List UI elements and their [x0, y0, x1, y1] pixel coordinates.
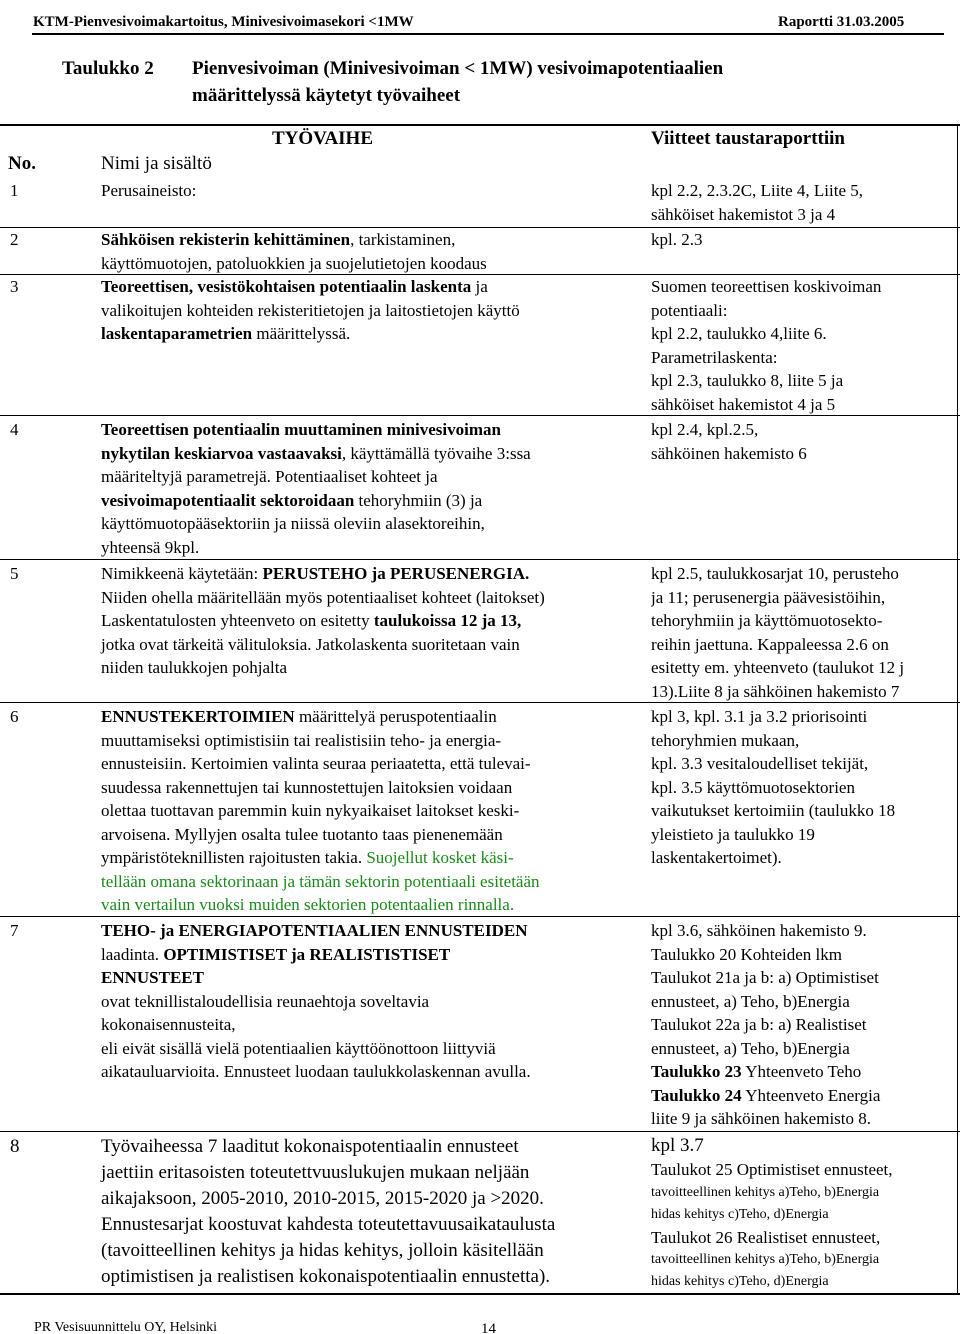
row-rule — [0, 559, 960, 560]
caption-line1: Pienvesivoiman (Minivesivoiman < 1MW) vesivoimapotentiaalien — [192, 58, 724, 79]
row-number: 2 — [10, 230, 19, 249]
row-number: 7 — [10, 921, 19, 940]
page-number: 14 — [481, 1321, 496, 1334]
row-refs: kpl. 2.3 — [651, 230, 703, 249]
row-refs: Suomen teoreettisen koskivoiman potentiaali: kpl 2.2, taulukko 4,liite 6. Parametrilaskenta: kpl 2.3, taulukko 8, liite 5 ja sähköiset hakemistot 4 ja 5 — [651, 277, 882, 414]
header-left: KTM-Pienvesivoimakartoitus, Minivesivoimasekori <1MW — [33, 14, 414, 30]
row-number: 6 — [10, 707, 19, 726]
row-refs: kpl 3.6, sähköinen hakemisto 9. Taulukko 20 Kohteiden lkm Taulukot 21a ja b: a) Optimistiset ennusteet, a) Teho, b)Energia Taulukot 22a ja b: a) Realistiset ennusteet, a) Teho, b)Energia Taulukko 23 Yhteenveto Teho Taulukko 24 Yhteenveto Energia liite 9 ja sähköinen hakemisto 8. — [651, 921, 881, 1128]
row-refs: kpl 3, kpl. 3.1 ja 3.2 priorisointi tehoryhmien mukaan, kpl. 3.3 vesitaloudelliset tekijät, kpl. 3.5 käyttömuotosektorien vaikutukset kertoimiin (taulukko 18 yleistieto ja taulukko 19 laskentakertoimet). — [651, 707, 896, 867]
row-number: 5 — [10, 564, 19, 583]
table-bottom-rule — [0, 1293, 960, 1295]
row-refs: kpl 2.4, kpl.2.5, sähköinen hakemisto 6 — [651, 420, 807, 463]
row-number: 3 — [10, 277, 19, 296]
row-refs: kpl 2.2, 2.3.2C, Liite 4, Liite 5, sähköiset hakemistot 3 ja 4 — [651, 181, 864, 224]
footer-left: PR Vesisuunnittelu OY, Helsinki — [34, 1320, 218, 1334]
caption-line2: määrittelyssä käytetyt työvaiheet — [192, 85, 461, 106]
row-refs: kpl 3.7 Taulukot 25 Optimistiset ennusteet, tavoitteellinen kehitys a)Teho, b)Energia hidas kehitys c)Teho, d)Energia Taulukot 26 Realistiset ennusteet, tavoitteellinen kehitys a)Teho, b)Energia hidas kehitys c)Teho, d)Energia — [651, 1135, 893, 1289]
row-refs: kpl 2.5, taulukkosarjat 10, perusteho ja 11; perusenergia päävesistöihin, tehoryhmiin ja käyttömuotosekto- reihin jaettuna. Kappaleessa 2.6 on esitetty em. yhteenveto (taulukot 12 j 13).Liite 8 ja sähköinen hakemisto 7 — [651, 564, 905, 701]
header-rule — [32, 33, 944, 35]
col-header-main: TYÖVAIHE — [272, 128, 374, 149]
col-header-refs: Viitteet taustaraporttiin — [651, 128, 845, 149]
row-number: 4 — [10, 420, 19, 439]
row-name: Teoreettisen, vesistökohtaisen potentiaalin laskenta ja valikoitujen kohteiden rekisteritietojen ja laitostietojen käyttö laskentaparametrien määrittelyssä. — [101, 277, 520, 343]
row-number: 8 — [10, 1136, 20, 1157]
row-name: Teoreettisen potentiaalin muuttaminen minivesivoiman nykytilan keskiarvoa vastaavaksi, käyttämällä työvaihe 3:ssa määriteltyjä parametrejä. Potentiaaliset kohteet ja vesivoimapotentiaalit sektoroidaan tehoryhmiin (3) ja käyttömuotopääsektoriin ja niissä oleviin alasektoreihin, yhteensä 9kpl. — [101, 420, 531, 557]
row-name: TEHO- ja ENERGIAPOTENTIAALIEN ENNUSTEIDEN laadinta. OPTIMISTISET ja REALISTISTISET ENNUSTEET ovat teknillistaloudellisia reunaehtoja soveltavia kokonaisennusteita, eli eivät sisällä vielä potentiaalien käyttöönottoon liittyviä aikatauluarvioita. Ennusteet luodaan taulukkolaskennan avulla. — [101, 921, 531, 1081]
col-header-name: Nimi ja sisältö — [101, 153, 212, 174]
row-name: Nimikkeenä käytetään: PERUSTEHO ja PERUSENERGIA. Niiden ohella määritellään myös potentiaaliset kohteet (laitokset) Laskentatulosten yhteenveto on esitetty taulukoissa 12 ja 13, jotka ovat tärkeitä välituloksia. Jatkolaskenta suoritetaan vain niiden taulukkojen pohjalta — [101, 564, 545, 677]
row-rule — [0, 1131, 960, 1132]
row-name: ENNUSTEKERTOIMIEN määrittelyä peruspotentiaalin muuttamiseksi optimistisiin tai realistisiin teho- ja energia- ennusteisiin. Kertoimien valinta seuraa periaatetta, että tulevai- suudessa rakennettujen tai kunnostettujen laitoksien voidaan olettaa tuottavan paremmin kuin nykyaikaiset laitokset keski- arvoisena. Myllyjen osalta tulee tuotanto taas pienenemään ympäristöteknillisten rajoitusten takia. Suojellut kosket käsi- tellään omana sektorinaan ja tämän sektorin potentiaali esitetään vain vertailun vuoksi muiden sektorien potentaalien rinnalla. — [101, 707, 540, 914]
header-right: Raportti 31.03.2005 — [778, 14, 905, 30]
table-right-rule — [957, 124, 958, 1294]
row-name: Työvaiheessa 7 laaditut kokonaispotentiaalin ennusteet jaettiin eritasoisten toteutettvuuslukujen mukaan neljään aikajaksoon, 2005-2010, 2010-2015, 2015-2020 ja >2020. Ennustesarjat koostuvat kahdesta toteutettavuusaikataulusta (tavoitteellinen kehitys ja hidas kehitys, jolloin käsitellään optimistisen ja realistisen kokonaispotentiaalin ennustetta). — [101, 1136, 556, 1287]
row-name: Sähköisen rekisterin kehittäminen, tarkistaminen, käyttömuotojen, patoluokkien ja suojelutietojen koodaus — [101, 230, 487, 273]
caption-label: Taulukko 2 — [62, 58, 154, 79]
row-number: 1 — [10, 181, 19, 200]
col-header-no: No. — [8, 153, 36, 174]
row-name: Perusaineisto: — [101, 181, 197, 200]
